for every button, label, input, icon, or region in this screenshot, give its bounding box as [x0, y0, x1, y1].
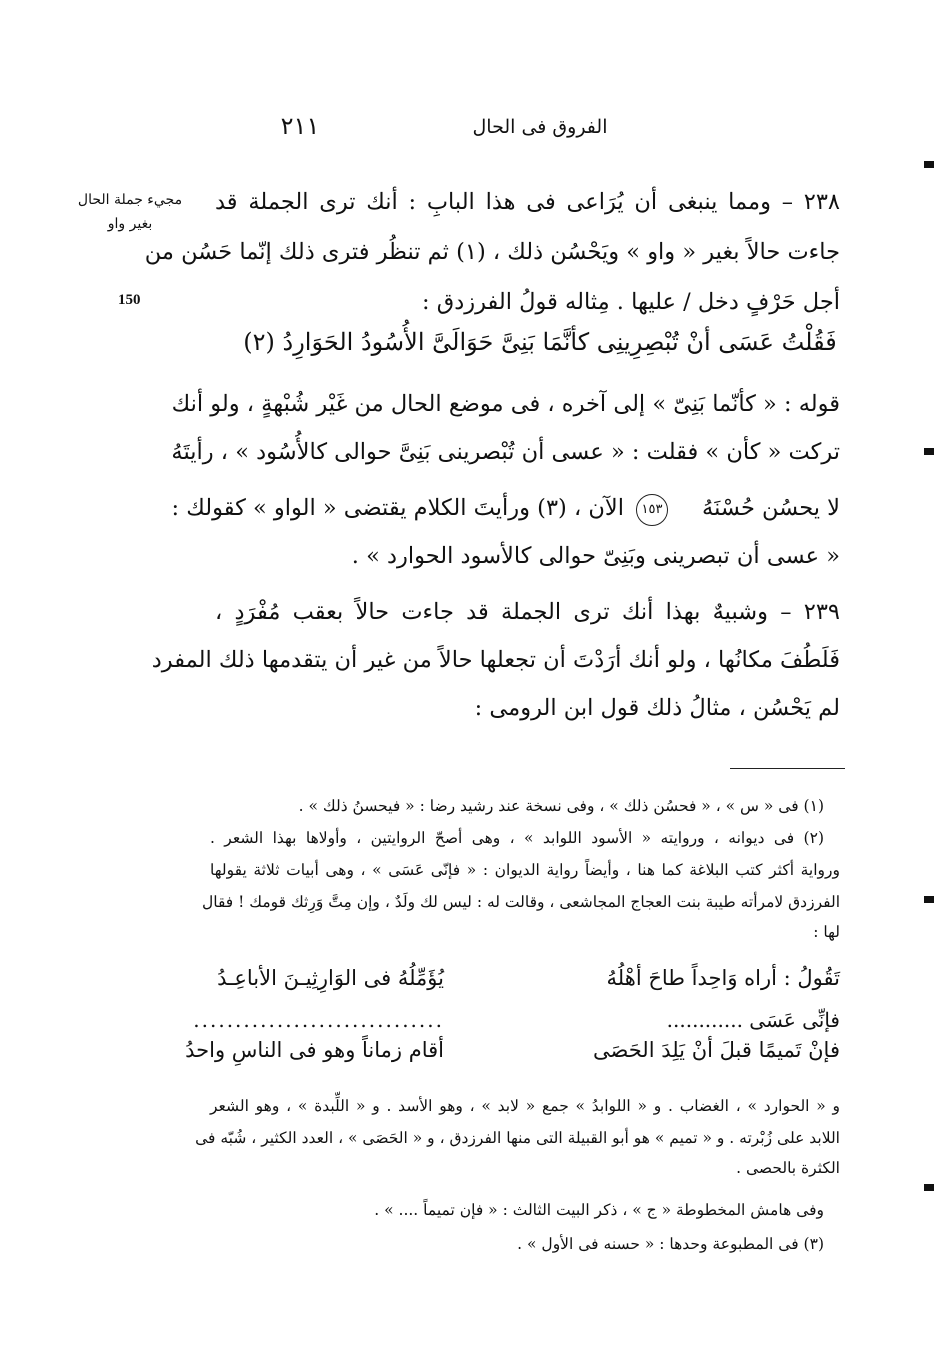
footnote-gloss-line: اللابد على زُبْرته . و « تميم » هو أبو القبيلة التى منها الفرزدق ، و « الحَصَى » ، العدد الكثير ، شُبّه فى — [195, 1129, 840, 1147]
margin-note-line: بغير واو — [107, 216, 153, 232]
body-line: أجل حَرْفٍ دخل / عليها . مِثاله قولُ الفرزدق : — [422, 289, 840, 315]
footnote-2-line: ورواية أكثر كتب البلاغة كما هنا ، وأيضاً رواية الديوان : « فإنّى عَسَى » ، وهى أبيات ثلاثة يقولها — [210, 861, 840, 879]
footnote-2-line: (٢) فى ديوانه ، وروايته « الأسود اللوابد » ، وهى أصحّ الروايتين ، وأولاها بهذا الشعر . — [210, 829, 824, 847]
body-line: ٢٣٩ – وشبيهٌ بهذا أنك ترى الجملة قد جاءت حالاً بعقب مُفْرَدٍ ، — [215, 599, 840, 625]
running-title: الفروق فى الحال — [472, 116, 608, 138]
footnote-3: (٣) فى المطبوعة وحدها : « حسنه فى الأول » . — [517, 1235, 824, 1253]
footnote-verse-hemistich: يُؤَمِّلُهُ فى الوَارِثِيـنَ الأباعِـدُ — [217, 966, 444, 990]
body-line: قوله : « كأنّما بَنِىّ » إلى آخره ، فى موضع الحال من غَيْر شُبْهةٍ ، ولو أنك — [171, 391, 840, 417]
body-line: جاءت حالاً بغير « واو » ويَحْسُن ذلك ، (١) ثم تنظُر فترى ذلك إنّما حَسُن من — [144, 239, 840, 265]
body-line: تركت « كأن » فقلت : « عسى أن تُبْصرينى بَنِىَّ حوالى كالأُسُود » ، رأيتَهُ — [171, 439, 840, 465]
body-line: فَلَطُفَ مكانُها ، ولو أنك أرَدْتَ أن تجعلها حالاً من غير أن يتقدمها ذلك المفرد — [151, 647, 840, 673]
footnote-2-line: الفرزدق لامرأته طيبة بنت العجاج المجاشعى ، وقالت له : ليس لك ولَدٌ ، وإن مِتَّ وَرِثك قومك ! فقال — [201, 893, 840, 911]
footnote-2-line: لها : — [813, 923, 840, 941]
footnote-hamish: وفى هامش المخطوطة « ج » ، ذكر البيت الثالث : « فإن تميماً .... » . — [374, 1201, 824, 1219]
footnote-gloss-line: و « الحوارد » ، الغضاب . و « اللوابدُ » جمع « لابد » ، وهو الأسد . و « اللِّبدة » ، وهو الشعر — [210, 1097, 840, 1115]
scan-edge-mark — [924, 161, 934, 168]
body-line: لم يَحْسُن ، مثالُ ذلك قول ابن الرومى : — [474, 695, 840, 721]
footnote-verse-hemistich: .............................. — [193, 1008, 444, 1032]
body-line-start: لا يحسُن حُسْنَهُ — [702, 495, 840, 521]
page-number: ٢١١ — [280, 112, 320, 140]
page-ornament: ١٥٣ — [636, 494, 668, 526]
footnote-1: (١) فى « س » ، « فحسُن ذلك » ، وفى نسخة عند رشيد رضا : « فيحسنُ ذلك » . — [298, 797, 824, 815]
scan-edge-mark — [924, 1184, 934, 1191]
margin-note-line: مجيء جملة الحال — [77, 192, 183, 208]
body-line: « عسى أن تبصرينى وبَنِىّ حوالى كالأسود الحوارد » . — [351, 543, 840, 569]
footnote-verse-hemistich: أقام زماناً وهو فى الناسِ واحدُ — [185, 1038, 444, 1062]
body-line-end: الآن ، (٣) ورأيتَ الكلام يقتضى « الواو » كقولك : — [171, 495, 624, 521]
footnote-gloss-line: الكثرة بالحصى . — [736, 1159, 840, 1177]
scan-edge-mark — [924, 448, 934, 455]
verse-line: فَقُلْتُ عَسَى أنْ تُبْصِرِينِى كأنَّمَا بَنِىَّ حَوَالَىَّ الأُسُودُ الحَوَارِدُ (٢) — [243, 328, 837, 356]
footnote-verse-hemistich: تَقُولُ : أراه وَاحِداً طاحَ أهْلُهُ — [606, 966, 840, 990]
footnote-verse-hemistich: فإنْ تَميمًا قبلَ أنْ يَلِدَ الحَصَى — [593, 1038, 840, 1062]
footnote-verse-hemistich: فإنِّى عَسَى ............ — [666, 1008, 840, 1032]
body-line: ٢٣٨ – ومما ينبغى أن يُرَاعى فى هذا البابِ : أنك ترى الجملة قد — [215, 189, 840, 215]
manuscript-page-number: 150 — [118, 292, 141, 308]
footnote-rule — [730, 768, 845, 769]
scan-edge-mark — [924, 896, 934, 903]
